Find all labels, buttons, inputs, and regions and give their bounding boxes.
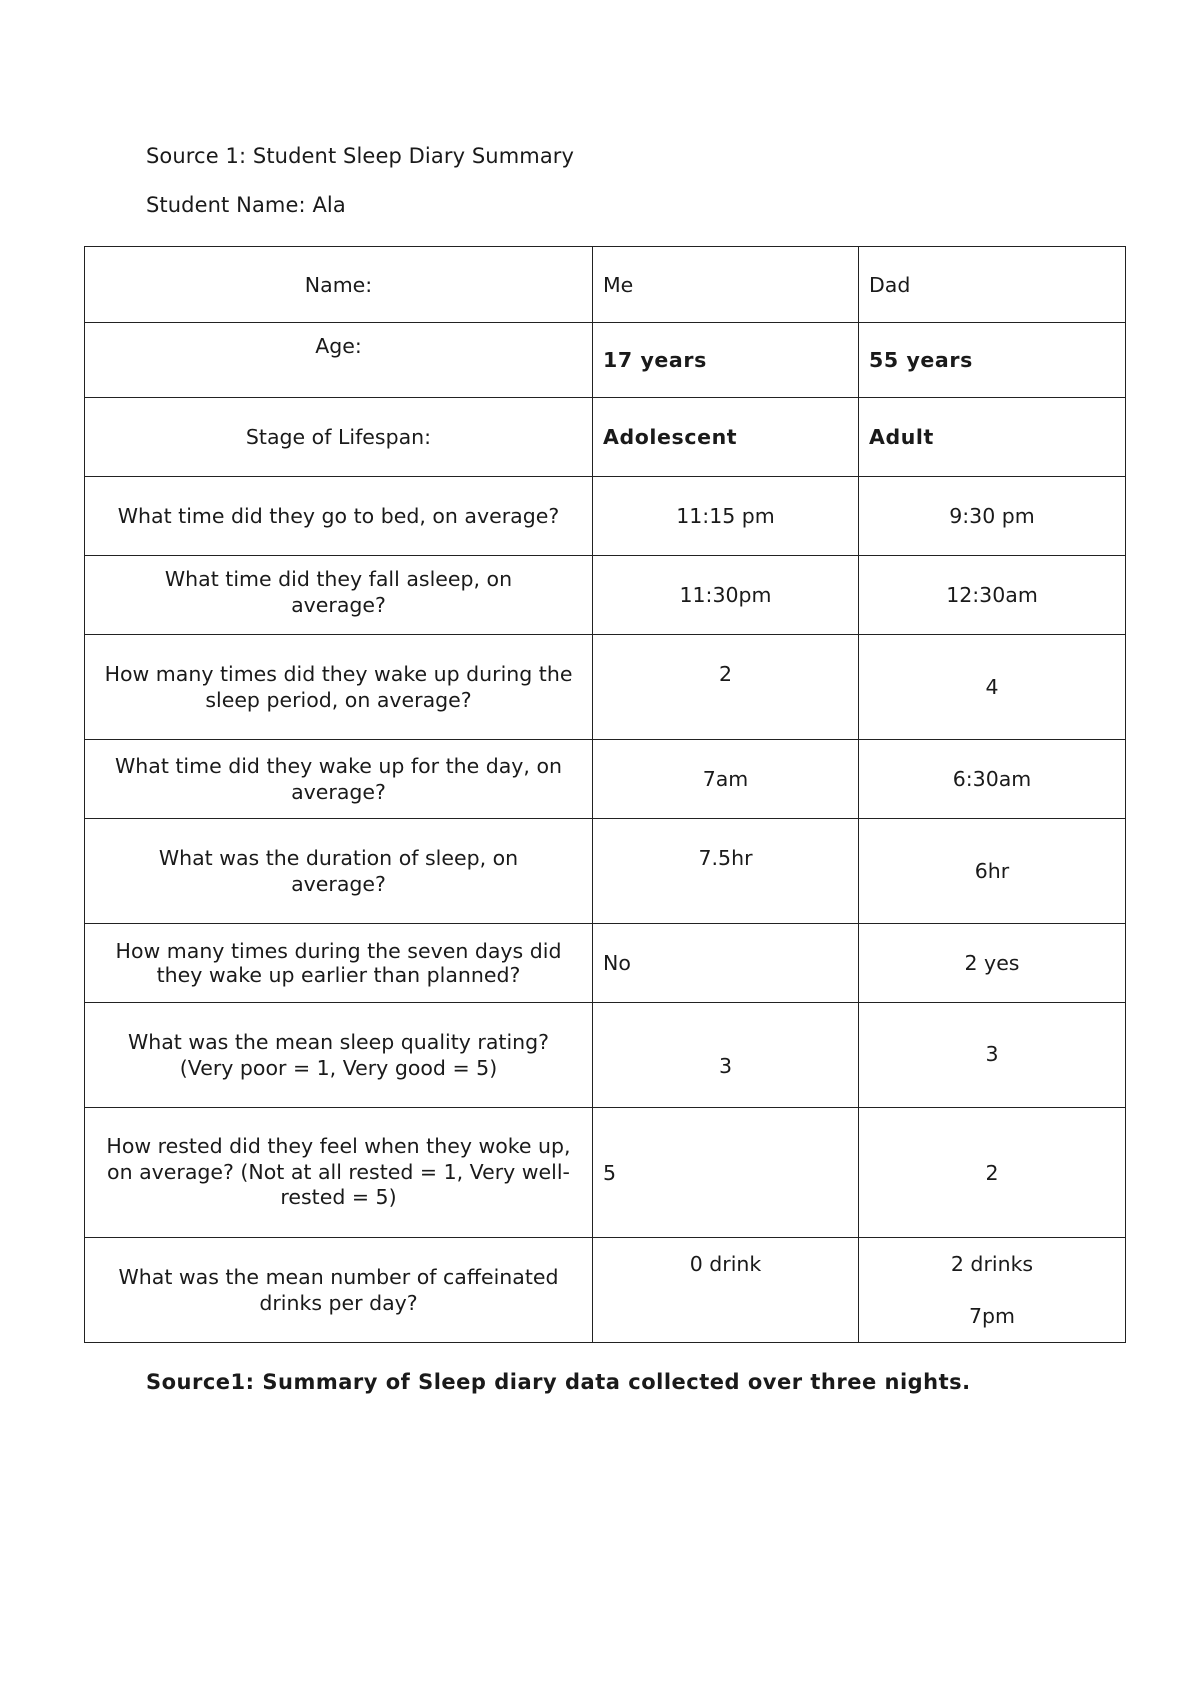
me-cell: 3 <box>593 1003 859 1108</box>
dad-cell: 3 <box>859 1003 1126 1108</box>
table-row <box>85 740 1126 819</box>
dad-drink-time: 7pm <box>968 1304 1016 1328</box>
question-cell: Stage of Lifespan: <box>85 398 593 477</box>
question-cell: How rested did they feel when they woke up, on average? (Not at all rested = 1, Very well-rested = 5) <box>85 1108 593 1238</box>
table-row <box>85 819 1126 924</box>
me-cell: 11:30pm <box>593 556 859 635</box>
me-cell: 0 drink <box>593 1238 859 1343</box>
question-cell: What was the mean sleep quality rating? (Very poor = 1, Very good = 5) <box>85 1003 593 1108</box>
sleep-diary-table <box>84 246 1126 1343</box>
me-cell: 5 <box>593 1108 859 1238</box>
question-cell: Name: <box>85 247 593 323</box>
dad-cell: 9:30 pm <box>859 477 1126 556</box>
student-name: Student Name: Ala <box>146 193 346 217</box>
dad-cell: Dad <box>859 247 1126 323</box>
question-cell: Age: <box>85 323 593 398</box>
table-row <box>85 477 1126 556</box>
me-cell: No <box>593 924 859 1003</box>
me-cell: 11:15 pm <box>593 477 859 556</box>
question-cell: How many times during the seven days did they wake up earlier than planned? <box>85 924 593 1003</box>
me-cell: 17 years <box>593 323 859 398</box>
question-cell: What was the duration of sleep, on average? <box>85 819 593 924</box>
table-row <box>85 924 1126 1003</box>
me-cell: 2 <box>593 635 859 740</box>
table-row <box>85 1003 1126 1108</box>
dad-cell: 55 years <box>859 323 1126 398</box>
question-cell: What time did they go to bed, on average? <box>85 477 593 556</box>
dad-cell: 2 yes <box>859 924 1126 1003</box>
table-row <box>85 323 1126 398</box>
question-cell: What time did they fall asleep, on average? <box>85 556 593 635</box>
table-caption: Source1: Summary of Sleep diary data collected over three nights. <box>146 1370 971 1394</box>
question-cell: What time did they wake up for the day, on average? <box>85 740 593 819</box>
table-row <box>85 556 1126 635</box>
spacer <box>869 1277 1115 1303</box>
dad-cell: 2 <box>859 1108 1126 1238</box>
dad-cell: Adult <box>859 398 1126 477</box>
dad-cell: 6hr <box>859 819 1126 924</box>
me-cell: Me <box>593 247 859 323</box>
dad-cell: 6:30am <box>859 740 1126 819</box>
dad-cell: 12:30am <box>859 556 1126 635</box>
me-cell: Adolescent <box>593 398 859 477</box>
table-row <box>85 1108 1126 1238</box>
table-row <box>85 247 1126 323</box>
table-row <box>85 1238 1126 1343</box>
dad-cell <box>859 1238 1126 1343</box>
table-row <box>85 398 1126 477</box>
document-title: Source 1: Student Sleep Diary Summary <box>146 144 575 168</box>
dad-drinks-value: 2 drinks <box>950 1252 1034 1276</box>
table-row <box>85 635 1126 740</box>
question-cell: What was the mean number of caffeinated drinks per day? <box>85 1238 593 1343</box>
dad-cell: 4 <box>859 635 1126 740</box>
me-cell: 7.5hr <box>593 819 859 924</box>
question-cell: How many times did they wake up during the sleep period, on average? <box>85 635 593 740</box>
me-cell: 7am <box>593 740 859 819</box>
